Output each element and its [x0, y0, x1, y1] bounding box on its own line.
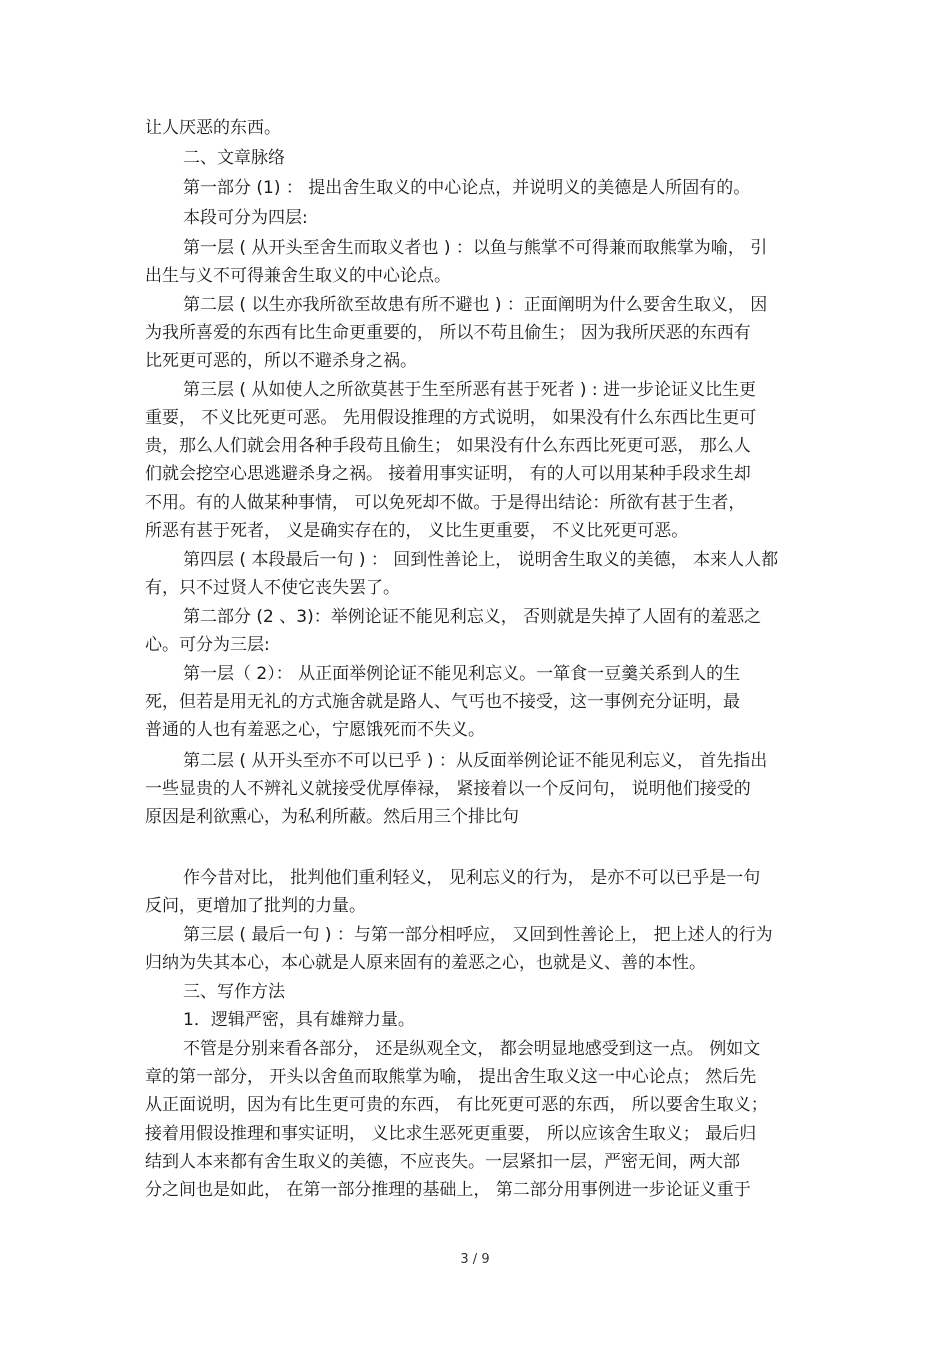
text-line: 归纳为失其本心，本心就是人原来固有的羞恶之心，也就是义、善的本性。 [145, 953, 706, 973]
text-line: 普通的人也有羞恶之心，宁愿饿死而不失义。 [145, 720, 485, 740]
text-line: 反问，更增加了批判的力量。 [145, 896, 366, 916]
text-line: 章的第一部分， 开头以舍鱼而取熊掌为喻， 提出舍生取义这一中心论点； 然后先 [145, 1067, 757, 1087]
text-line: 分之间也是如此， 在第一部分推理的基础上， 第二部分用事例进一步论证义重于 [145, 1180, 751, 1200]
text-line: 结到人本来都有舍生取义的美德，不应丧失。一层紧扣一层，严密无间，两大部 [145, 1152, 740, 1172]
text-line: 比死更可恶的，所以不避杀身之祸。 [145, 351, 417, 371]
text-line: 死，但若是用无礼的方式施舍就是路人、气丐也不接受，这一事例充分证明，最 [145, 692, 740, 712]
subsection-heading: 1．逻辑严密，具有雄辩力量。 [183, 1010, 415, 1030]
text-line: 贵，那么人们就会用各种手段苟且偷生； 如果没有什么东西比死更可恶， 那么人 [145, 436, 751, 456]
text-line: 有，只不过贤人不使它丧失罢了。 [145, 578, 400, 598]
page-number: 3 / 9 [460, 1252, 490, 1267]
text-line: 第三层 ( 从如使人之所欲莫甚于生至所恶有甚于死者 ) : 进一步论证义比生更 [183, 380, 757, 400]
text-line: 从正面说明，因为有比生更可贵的东西， 有比死更可恶的东西， 所以要舍生取义； [145, 1095, 768, 1115]
text-line: 作今昔对比， 批判他们重利轻义， 见利忘义的行为， 是亦不可以已乎是一句 [183, 868, 761, 888]
text-line: 们就会挖空心思逃避杀身之祸。 接着用事实证明， 有的人可以用某种手段求生却 [145, 464, 751, 484]
text-line: 第一层（ 2）： 从正面举例论证不能见利忘义。一箪食一豆羹关系到人的生 [183, 664, 741, 684]
section-heading: 三、写作方法 [183, 982, 285, 1002]
text-line: 所恶有甚于死者， 义是确实存在的， 义比生更重要， 不义比死更可恶。 [145, 521, 689, 541]
text-line: 第二层 ( 从开头至亦不可以已乎 ) ：从反面举例论证不能见利忘义， 首先指出 [183, 751, 768, 771]
text-line: 第三层 ( 最后一句 ) ：与第一部分相呼应， 又回到性善论上， 把上述人的行为 [183, 925, 773, 945]
text-line: 第一层 ( 从开头至舍生而取义者也 ) ：以鱼与熊掌不可得兼而取熊掌为喻， 引 [183, 238, 768, 258]
text-line: 重要， 不义比死更可恶。 先用假设推理的方式说明， 如果没有什么东西比生更可 [145, 408, 757, 428]
text-line: 本段可分为四层: [183, 208, 308, 228]
text-line: 出生与义不可得兼舍生取义的中心论点。 [145, 266, 451, 286]
text-line: 原因是利欲熏心，为私利所蔽。然后用三个排比句 [145, 807, 519, 827]
text-line: 第二层 ( 以生亦我所欲至故患有所不避也 ) ：正面阐明为什么要舍生取义， 因 [183, 295, 768, 315]
text-line: 不管是分别来看各部分， 还是纵观全文， 都会明显地感受到这一点。 例如文 [183, 1039, 761, 1059]
text-line: 第一部分 (1) ： 提出舍生取义的中心论点，并说明义的美德是人所固有的。 [183, 178, 751, 198]
text-line: 心。可分为三层: [145, 635, 270, 655]
text-line: 让人厌恶的东西。 [145, 118, 281, 138]
text-line: 不用。有的人做某种事情， 可以免死却不做。于是得出结论：所欲有甚于生者， [145, 493, 746, 513]
text-line: 第四层 ( 本段最后一句 ) ： 回到性善论上， 说明舍生取义的美德， 本来人人都 [183, 550, 779, 570]
text-line: 为我所喜爱的东西有比生命更重要的， 所以不苟且偷生； 因为我所厌恶的东西有 [145, 323, 751, 343]
section-heading: 二、文章脉络 [183, 148, 285, 168]
text-line: 第二部分 (2 、3)：举例论证不能见利忘义， 否则就是失掉了人固有的羞恶之 [183, 607, 762, 627]
text-line: 一些显贵的人不辨礼义就接受优厚俸禄， 紧接着以一个反问句， 说明他们接受的 [145, 779, 751, 799]
text-line: 接着用假设推理和事实证明， 义比求生恶死更重要， 所以应该舍生取义； 最后归 [145, 1124, 757, 1144]
